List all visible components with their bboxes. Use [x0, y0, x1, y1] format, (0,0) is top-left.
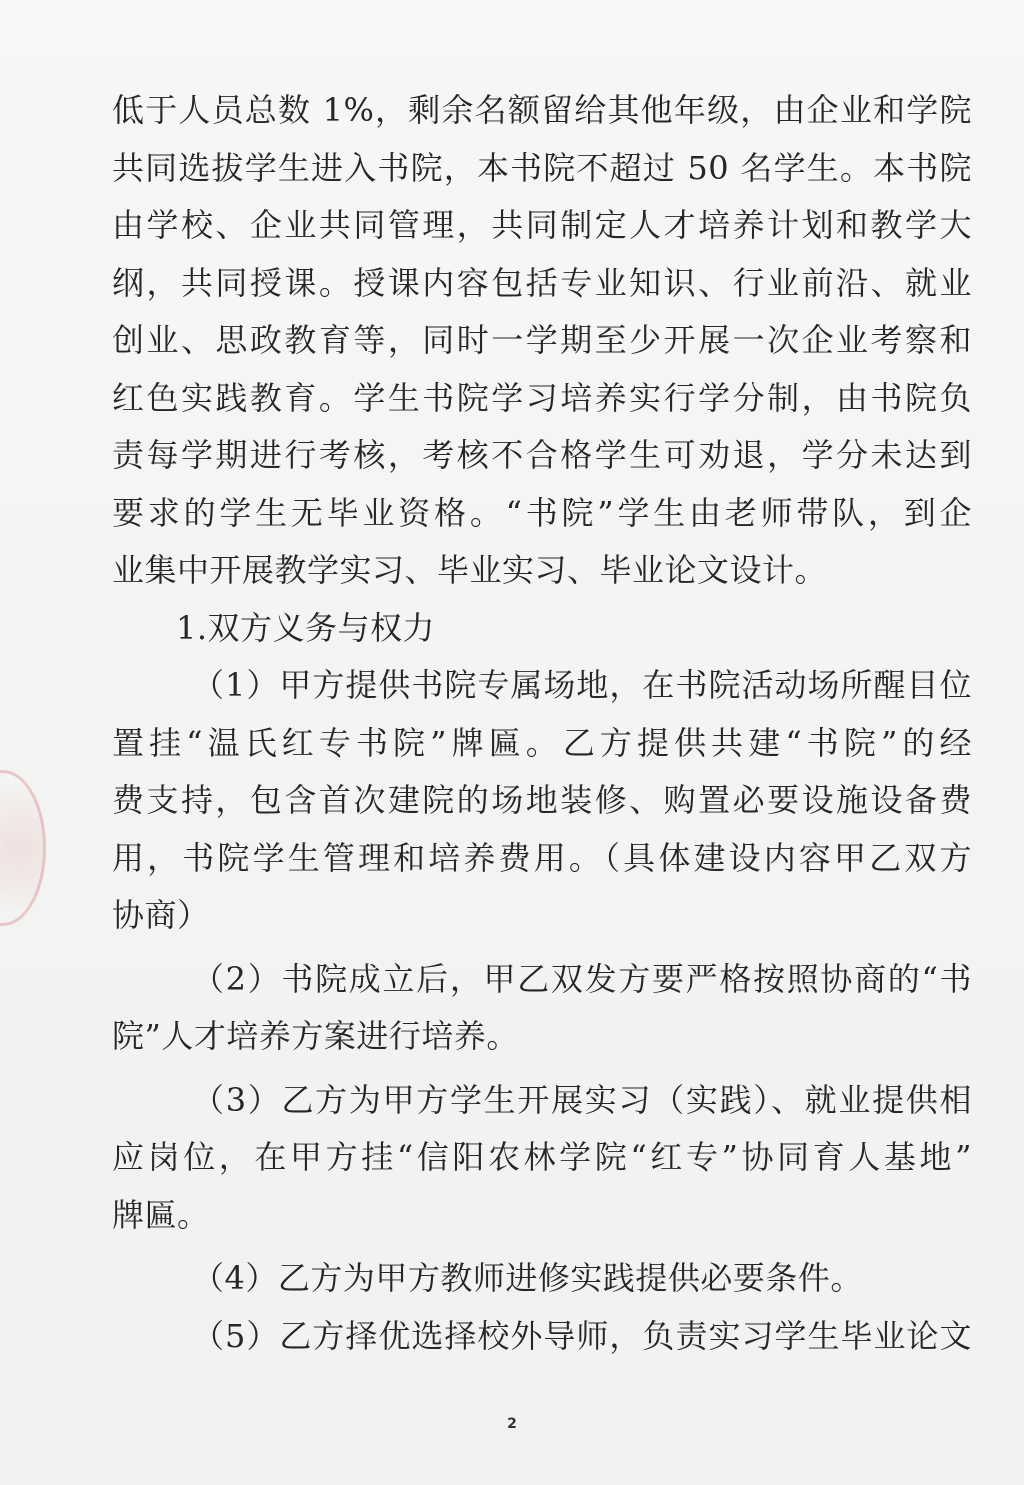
item-2-line: （2）书院成立后，甲乙双发方要严格按照协商的“书	[192, 959, 972, 998]
paragraph-line: 共同选拔学生进入书院，本书院不超过 50 名学生。本书院	[112, 148, 972, 187]
item-3-line: （3）乙方为甲方学生开展实习（实践）、就业提供相	[192, 1080, 972, 1119]
item-1-line: 费支持，包含首次建院的场地装修、购置必要设施设备费	[112, 781, 972, 819]
paragraph-line: 由学校、企业共同管理，共同制定人才培养计划和教学大	[112, 206, 972, 244]
item-1-line: （1）甲方提供书院专属场地，在书院活动场所醒目位	[192, 666, 972, 704]
item-1-line: 协商）	[112, 896, 210, 934]
paragraph-line: 低于人员总数 1%，剩余名额留给其他年级，由企业和学院	[112, 91, 972, 129]
paragraph-line: 纲，共同授课。授课内容包括专业知识、行业前沿、就业	[112, 263, 972, 302]
paragraph-line: 红色实践教育。学生书院学习培养实行学分制，由书院负	[112, 378, 972, 417]
paragraph-line: 责每学期进行考核，考核不合格学生可劝退，学分未达到	[112, 436, 972, 474]
body-text	[112, 82, 972, 1365]
red-seal-stamp-fragment	[0, 770, 46, 926]
item-3-line: 牌匾。	[112, 1195, 210, 1234]
paragraph-line: 业集中开展教学实习、毕业实习、毕业论文设计。	[112, 551, 828, 589]
paragraph-line: 创业、思政教育等，同时一学期至少开展一次企业考察和	[112, 321, 972, 359]
section-heading: 1.双方义务与权力	[176, 608, 436, 647]
item-4-line: （4）乙方为甲方教师进修实践提供必要条件。	[192, 1259, 863, 1297]
paragraph-line: 要求的学生无毕业资格。“书院”学生由老师带队，到企	[112, 493, 972, 532]
page-number: 2	[507, 1416, 517, 1432]
item-3-line: 应岗位，在甲方挂“信阳农林学院“红专”协同育人基地”	[112, 1138, 972, 1176]
item-1-line: 用，书院学生管理和培养费用。（具体建设内容甲乙双方	[112, 838, 972, 877]
item-5-line: （5）乙方择优选择校外导师，负责实习学生毕业论文	[192, 1316, 972, 1355]
item-1-line: 置挂“温氏红专书院”牌匾。乙方提供共建“书院”的经	[112, 723, 972, 762]
item-2-line: 院”人才培养方案进行培养。	[112, 1017, 519, 1055]
